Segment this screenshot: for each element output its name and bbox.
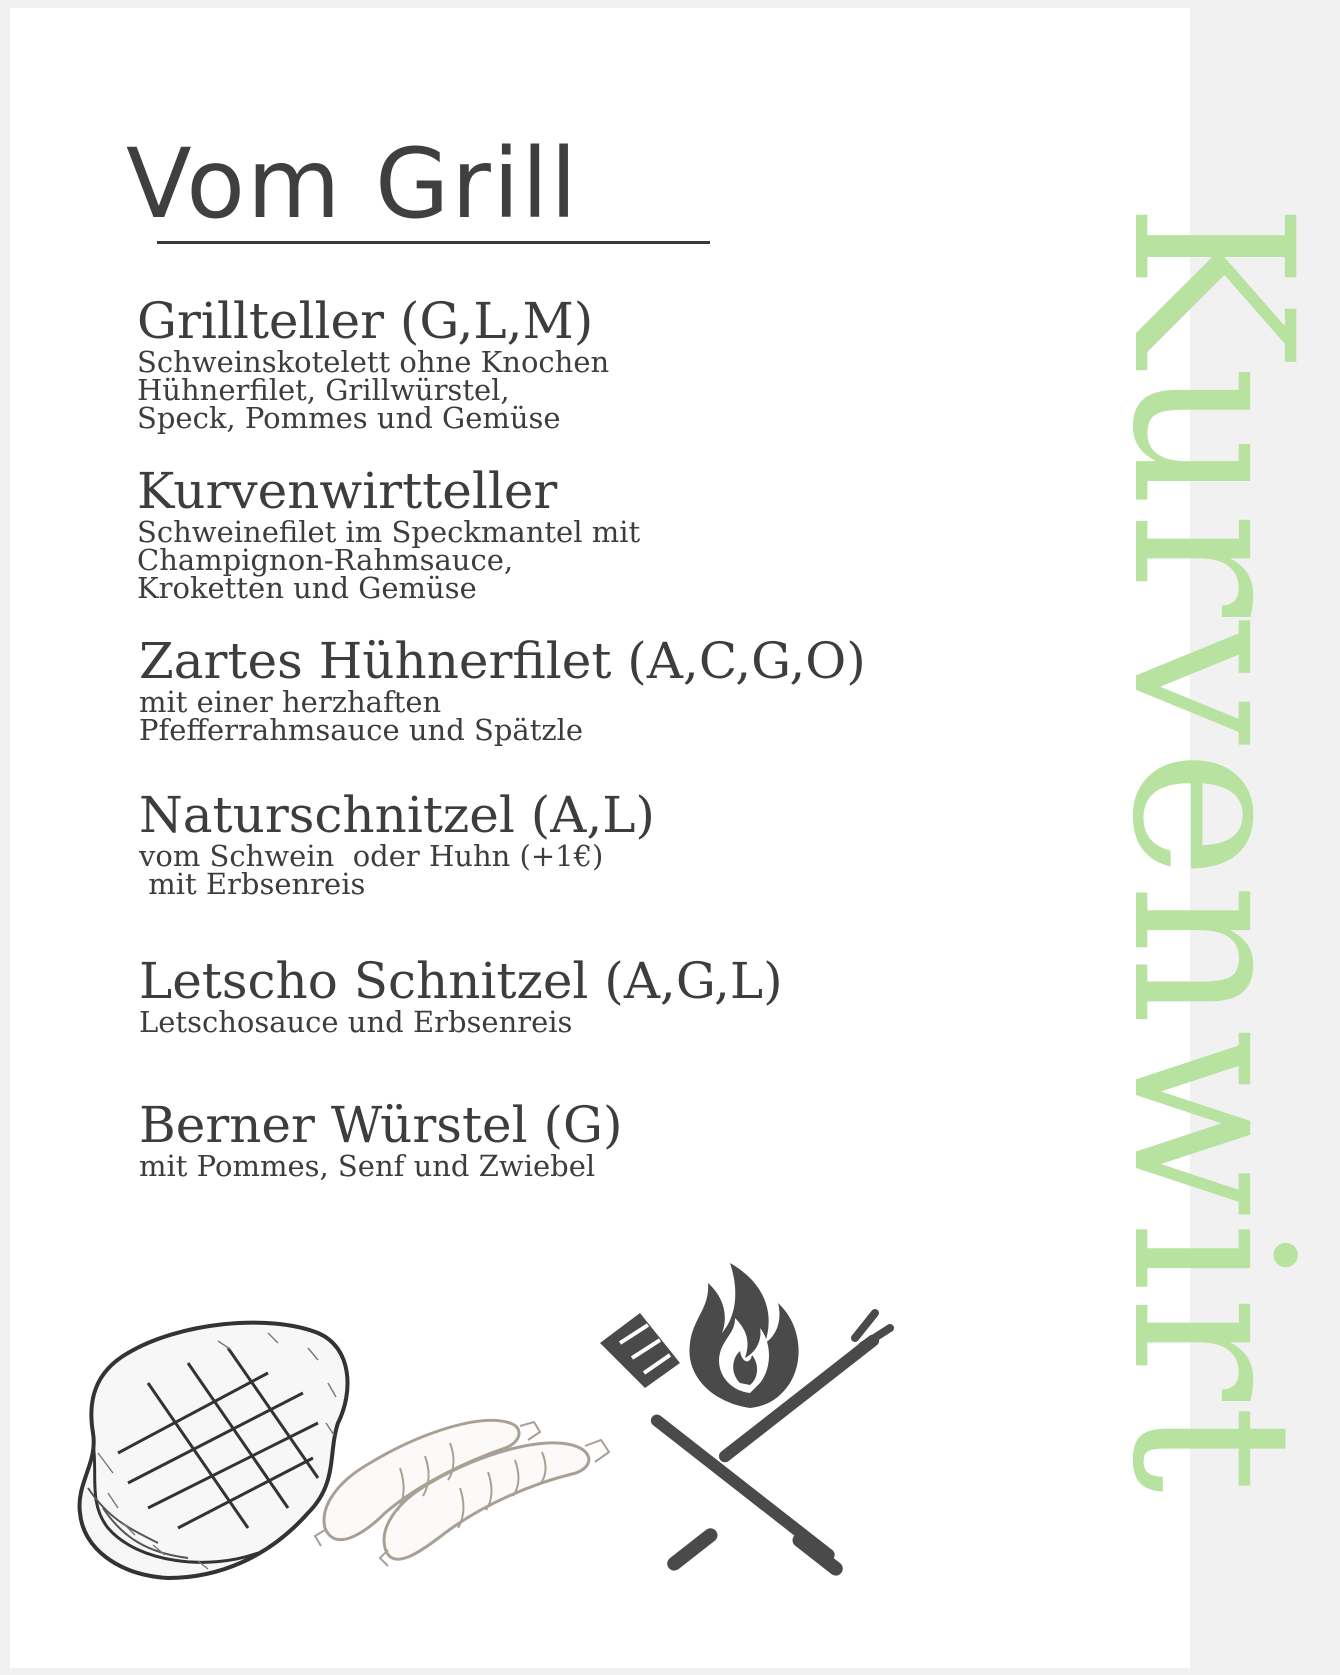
- menu-item-berner-wuerstel: [139, 1096, 899, 1183]
- menu-item-description: mit einer herzhaften Pfefferrahmsauce und Spätzle: [139, 685, 584, 748]
- menu-item-description: mit Pommes, Senf und Zwiebel: [139, 1149, 596, 1183]
- title-underline: [157, 241, 710, 244]
- section-title: Vom Grill: [126, 128, 579, 240]
- menu-item-naturschnitzel: [139, 786, 899, 902]
- sausages-icon: [310, 1388, 640, 1568]
- menu-item-description: Letschosauce und Erbsenreis: [139, 1005, 573, 1039]
- menu-item-description: vom Schwein oder Huhn (+1€) mit Erbsenreis: [139, 839, 604, 902]
- menu-item-name: Letscho Schnitzel (A,G,L): [139, 952, 783, 1010]
- menu-item-huehnerfilet: [139, 632, 899, 748]
- grill-tools-fire-icon: [600, 1243, 900, 1573]
- menu-item-description: Schweinefilet im Speckmantel mit Champignon-Rahmsauce, Kroketten und Gemüse: [137, 515, 641, 606]
- brand-vertical-text: Kurvenwirt: [1084, 202, 1340, 1498]
- menu-item-name: Kurvenwirtteller: [137, 462, 558, 520]
- menu-item-name: Berner Würstel (G): [139, 1096, 623, 1154]
- menu-item-letscho-schnitzel: [139, 952, 899, 1039]
- menu-item-kurvenwirtteller: [137, 462, 897, 606]
- menu-item-name: Zartes Hühnerfilet (A,C,G,O): [139, 632, 866, 690]
- menu-item-description: Schweinskotelett ohne Knochen Hühnerfilet, Grillwürstel, Speck, Pommes und Gemüse: [137, 345, 610, 436]
- menu-item-name: Grillteller (G,L,M): [137, 292, 594, 350]
- menu-item-grillteller: [137, 292, 897, 436]
- menu-page: [10, 8, 1340, 1668]
- menu-item-name: Naturschnitzel (A,L): [139, 786, 655, 844]
